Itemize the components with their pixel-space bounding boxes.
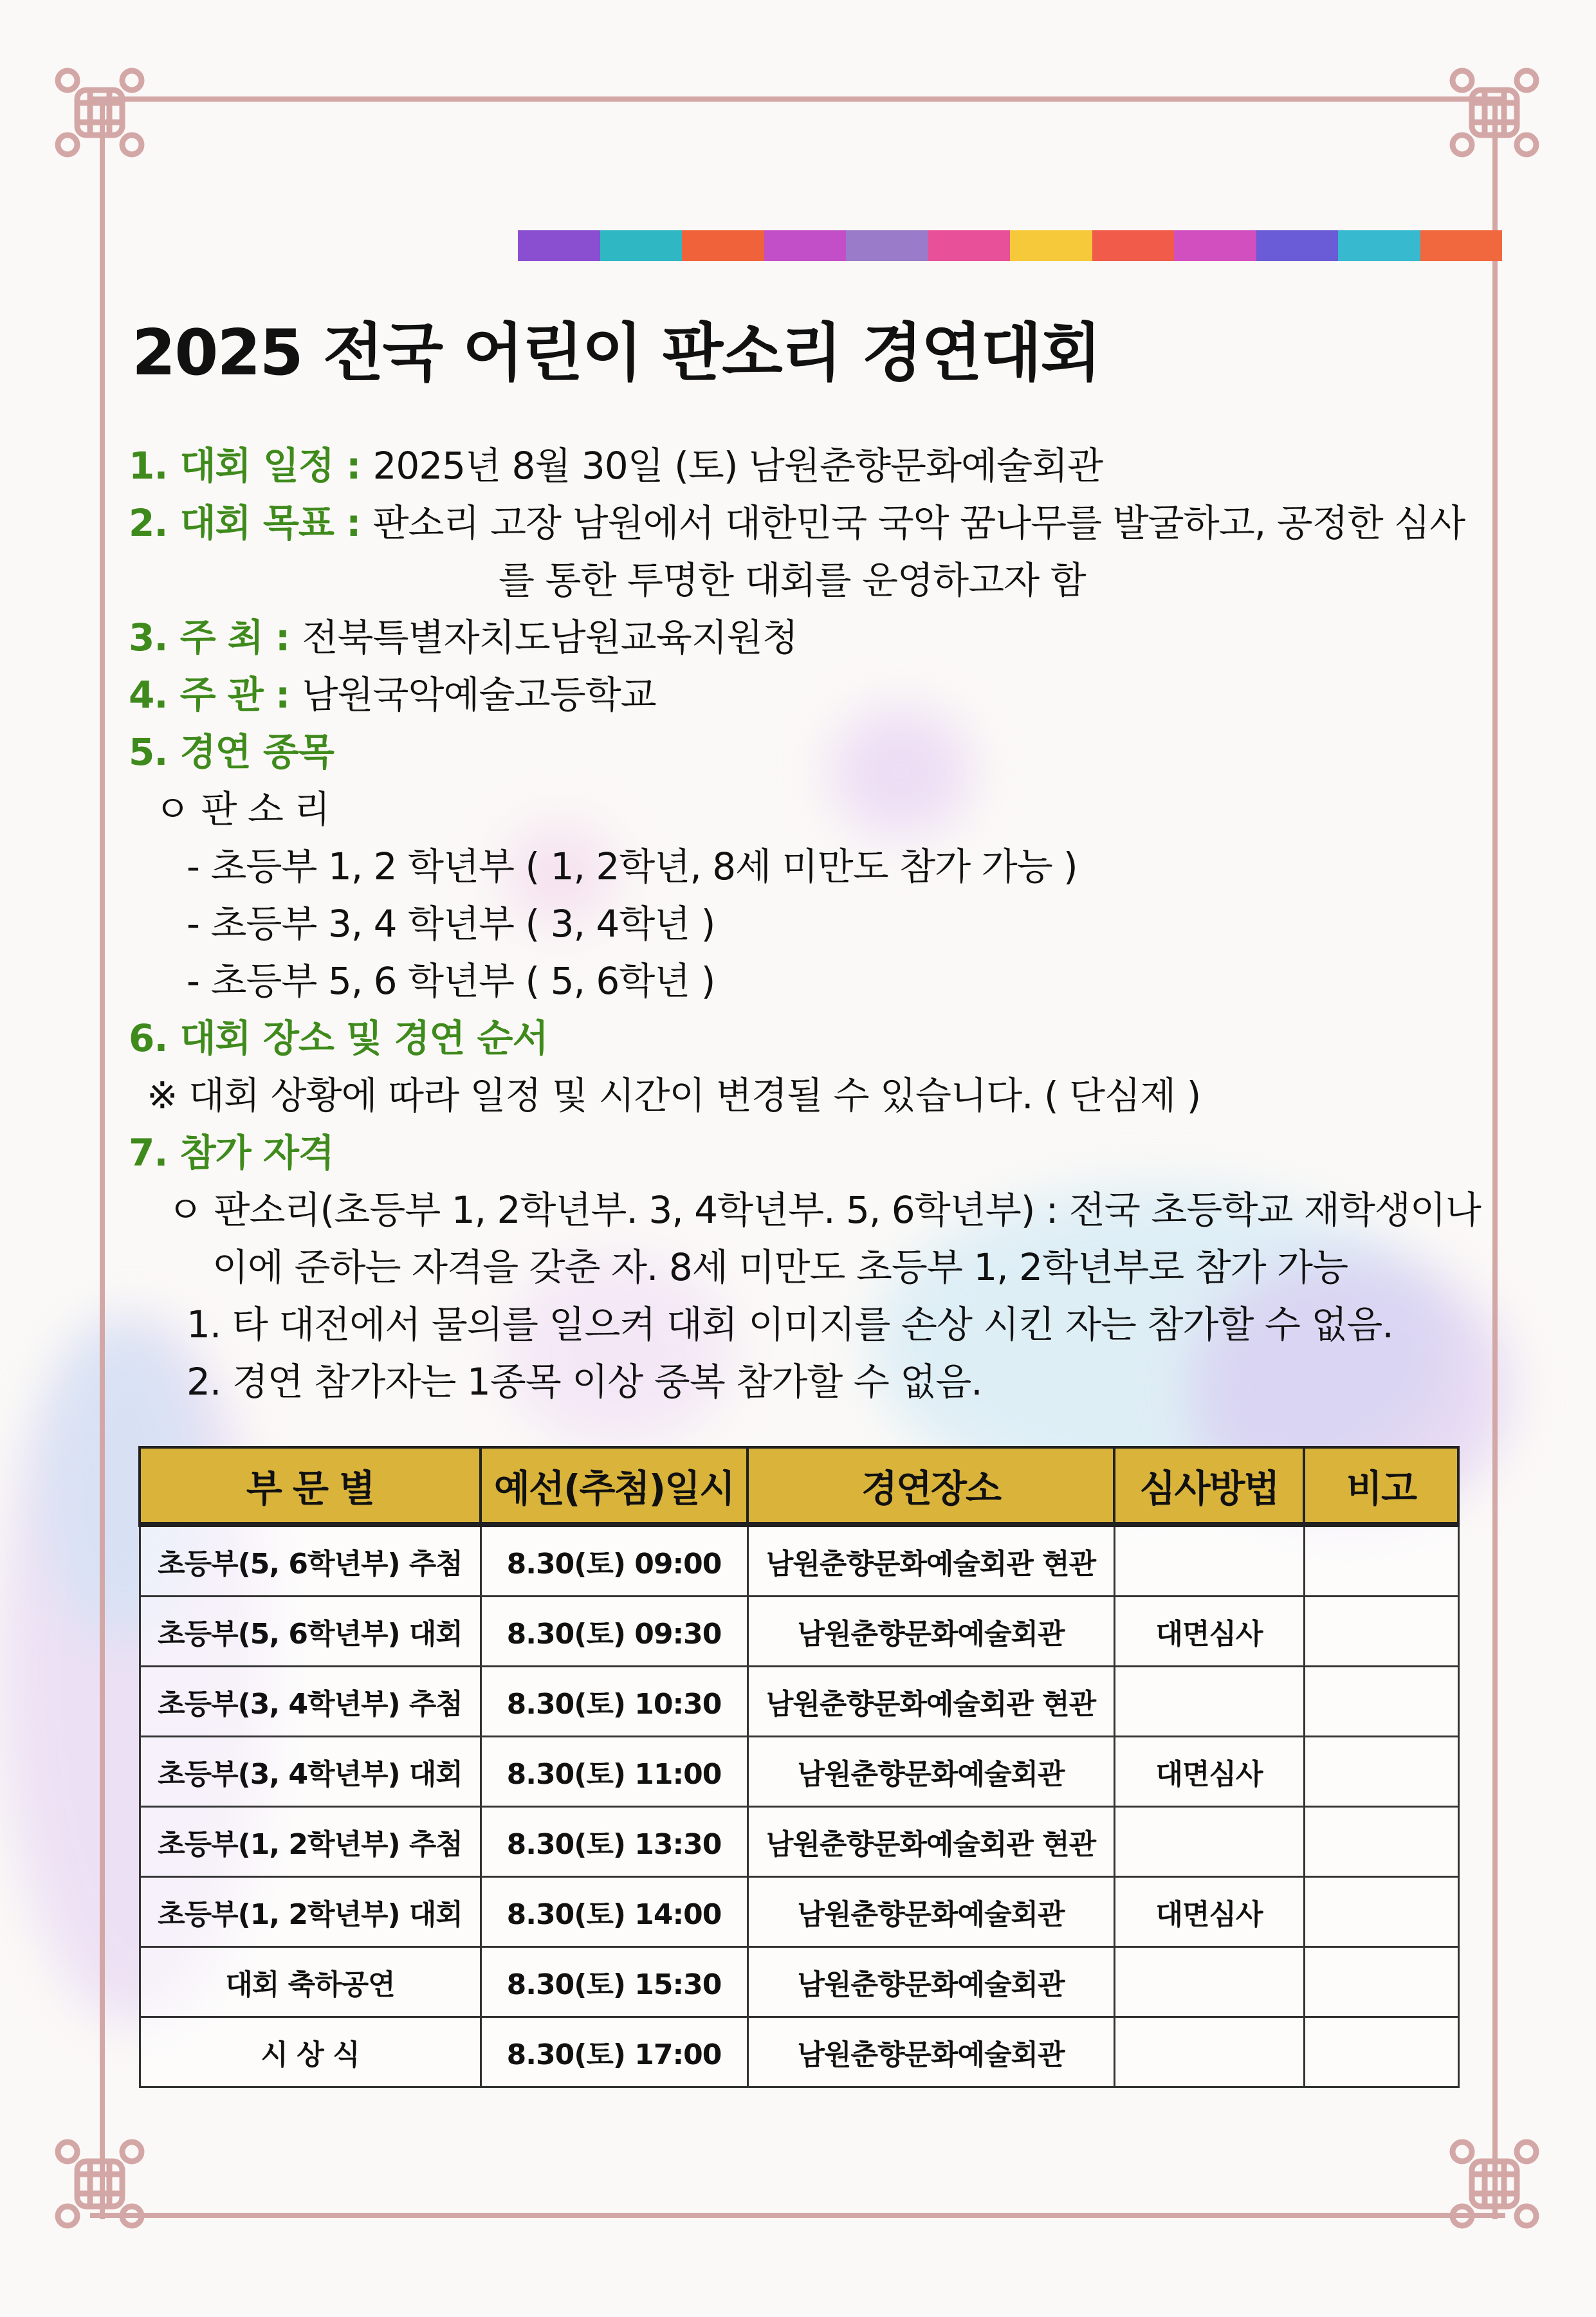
event-division-2: - 초등부 3, 4 학년부 ( 3, 4학년 ) — [187, 902, 715, 946]
info-section — [129, 437, 1492, 1411]
cell-notes — [1304, 1877, 1458, 1947]
venue-note: ※ 대회 상황에 따라 일정 및 시간이 변경될 수 있습니다. ( 단심제 ) — [147, 1074, 1201, 1117]
cell-venue: 남원춘향문화예술회관 현관 — [748, 1807, 1114, 1877]
qualification-2: 이에 준하는 자격을 갖춘 자. 8세 미만도 초등부 1, 2학년부로 참가 가능 — [212, 1245, 1348, 1289]
frame-top — [90, 96, 1505, 102]
cell-venue: 남원춘향문화예술회관 — [748, 1597, 1114, 1667]
cell-judging — [1114, 1947, 1304, 2017]
cell-judging — [1114, 2017, 1304, 2087]
cell-notes — [1304, 1737, 1458, 1807]
cell-datetime: 8.30(토) 11:00 — [481, 1737, 748, 1807]
cell-datetime: 8.30(토) 09:00 — [481, 1525, 748, 1597]
schedule-value: 2025년 8월 30일 (토) 남원춘향문화예술회관 — [372, 444, 1103, 488]
host-label: 3. 주 최 : — [129, 616, 302, 659]
corner-knot-bottom-left-icon — [55, 2139, 145, 2229]
cell-datetime: 8.30(토) 09:30 — [481, 1597, 748, 1667]
goal-line-2 — [129, 552, 1492, 609]
frame-bottom — [90, 2213, 1505, 2218]
cell-datetime: 8.30(토) 15:30 — [481, 1947, 748, 2017]
cell-notes — [1304, 1947, 1458, 2017]
page-title: 2025 전국 어린이 판소리 경연대회 — [132, 316, 1101, 390]
corner-knot-top-right-icon — [1449, 68, 1539, 158]
cell-judging: 대면심사 — [1114, 1597, 1304, 1667]
corner-knot-bottom-right-icon — [1449, 2139, 1539, 2229]
schedule-line — [129, 437, 1492, 495]
cell-notes — [1304, 2017, 1458, 2087]
cell-datetime: 8.30(토) 17:00 — [481, 2017, 748, 2087]
cell-venue: 남원춘향문화예술회관 — [748, 1947, 1114, 2017]
organizer-line — [129, 666, 1492, 724]
host-line — [129, 609, 1492, 666]
table-row — [140, 1877, 1458, 1947]
table-row — [140, 1597, 1458, 1667]
goal-line — [129, 495, 1492, 552]
cell-division: 초등부(1, 2학년부) 추첨 — [140, 1807, 481, 1877]
cell-notes — [1304, 1597, 1458, 1667]
table-row — [140, 2017, 1458, 2087]
cell-datetime: 8.30(토) 14:00 — [481, 1877, 748, 1947]
cell-division: 대회 축하공연 — [140, 1947, 481, 2017]
cell-datetime: 8.30(토) 13:30 — [481, 1807, 748, 1877]
qualification-1: ㅇ 판소리(초등부 1, 2학년부. 3, 4학년부. 5, 6학년부) : 전국 초등학교 재학생이나 — [167, 1188, 1481, 1232]
event-label: 5. 경연 종목 — [129, 730, 334, 774]
schedule-table — [138, 1446, 1460, 2088]
header-notes: 비고 — [1304, 1447, 1458, 1525]
header-datetime: 예선(추첨)일시 — [481, 1447, 748, 1525]
cell-judging — [1114, 1525, 1304, 1597]
cell-venue: 남원춘향문화예술회관 — [748, 1737, 1114, 1807]
cell-division: 초등부(5, 6학년부) 추첨 — [140, 1525, 481, 1597]
cell-division: 초등부(3, 4학년부) 추첨 — [140, 1667, 481, 1737]
table-header-row — [140, 1447, 1458, 1525]
table-row — [140, 1947, 1458, 2017]
organizer-value: 남원국악예술고등학교 — [302, 673, 656, 717]
organizer-label: 4. 주 관 : — [129, 673, 302, 717]
color-stripe-banner — [518, 230, 1502, 261]
frame-right — [1492, 96, 1498, 2219]
cell-venue: 남원춘향문화예술회관 현관 — [748, 1667, 1114, 1737]
schedule-label: 1. 대회 일정 : — [129, 444, 373, 488]
event-division-3: - 초등부 5, 6 학년부 ( 5, 6학년 ) — [187, 959, 715, 1003]
cell-judging: 대면심사 — [1114, 1877, 1304, 1947]
corner-knot-top-left-icon — [55, 68, 145, 158]
header-division: 부 문 별 — [140, 1447, 481, 1525]
cell-notes — [1304, 1525, 1458, 1597]
frame-left — [100, 96, 105, 2219]
cell-notes — [1304, 1667, 1458, 1737]
header-judging: 심사방법 — [1114, 1447, 1304, 1525]
event-division-1: - 초등부 1, 2 학년부 ( 1, 2학년, 8세 미만도 참가 가능 ) — [187, 845, 1078, 888]
qualification-label: 7. 참가 자격 — [129, 1131, 334, 1175]
cell-judging — [1114, 1807, 1304, 1877]
cell-division: 초등부(3, 4학년부) 대회 — [140, 1737, 481, 1807]
cell-division: 초등부(5, 6학년부) 대회 — [140, 1597, 481, 1667]
cell-judging: 대면심사 — [1114, 1737, 1304, 1807]
qualification-3: 1. 타 대전에서 물의를 일으켜 대회 이미지를 손상 시킨 자는 참가할 수 없음. — [187, 1303, 1393, 1346]
cell-division: 초등부(1, 2학년부) 대회 — [140, 1877, 481, 1947]
cell-venue: 남원춘향문화예술회관 — [748, 2017, 1114, 2087]
table-row — [140, 1667, 1458, 1737]
venue-label: 6. 대회 장소 및 경연 순서 — [129, 1016, 548, 1060]
cell-venue: 남원춘향문화예술회관 현관 — [748, 1525, 1114, 1597]
cell-datetime: 8.30(토) 10:30 — [481, 1667, 748, 1737]
cell-notes — [1304, 1807, 1458, 1877]
goal-value-1: 판소리 고장 남원에서 대한민국 국악 꿈나무를 발굴하고, 공정한 심사 — [372, 501, 1465, 545]
qualification-4: 2. 경연 참가자는 1종목 이상 중복 참가할 수 없음. — [187, 1360, 982, 1404]
cell-judging — [1114, 1667, 1304, 1737]
table-row — [140, 1807, 1458, 1877]
cell-venue: 남원춘향문화예술회관 — [748, 1877, 1114, 1947]
header-venue: 경연장소 — [748, 1447, 1114, 1525]
table-row — [140, 1525, 1458, 1597]
event-name: ㅇ 판 소 리 — [154, 787, 330, 831]
goal-value-2: 를 통한 투명한 대회를 운영하고자 함 — [499, 558, 1086, 602]
cell-division: 시 상 식 — [140, 2017, 481, 2087]
host-value: 전북특별자치도남원교육지원청 — [302, 616, 798, 659]
table-row — [140, 1737, 1458, 1807]
goal-label: 2. 대회 목표 : — [129, 501, 373, 545]
